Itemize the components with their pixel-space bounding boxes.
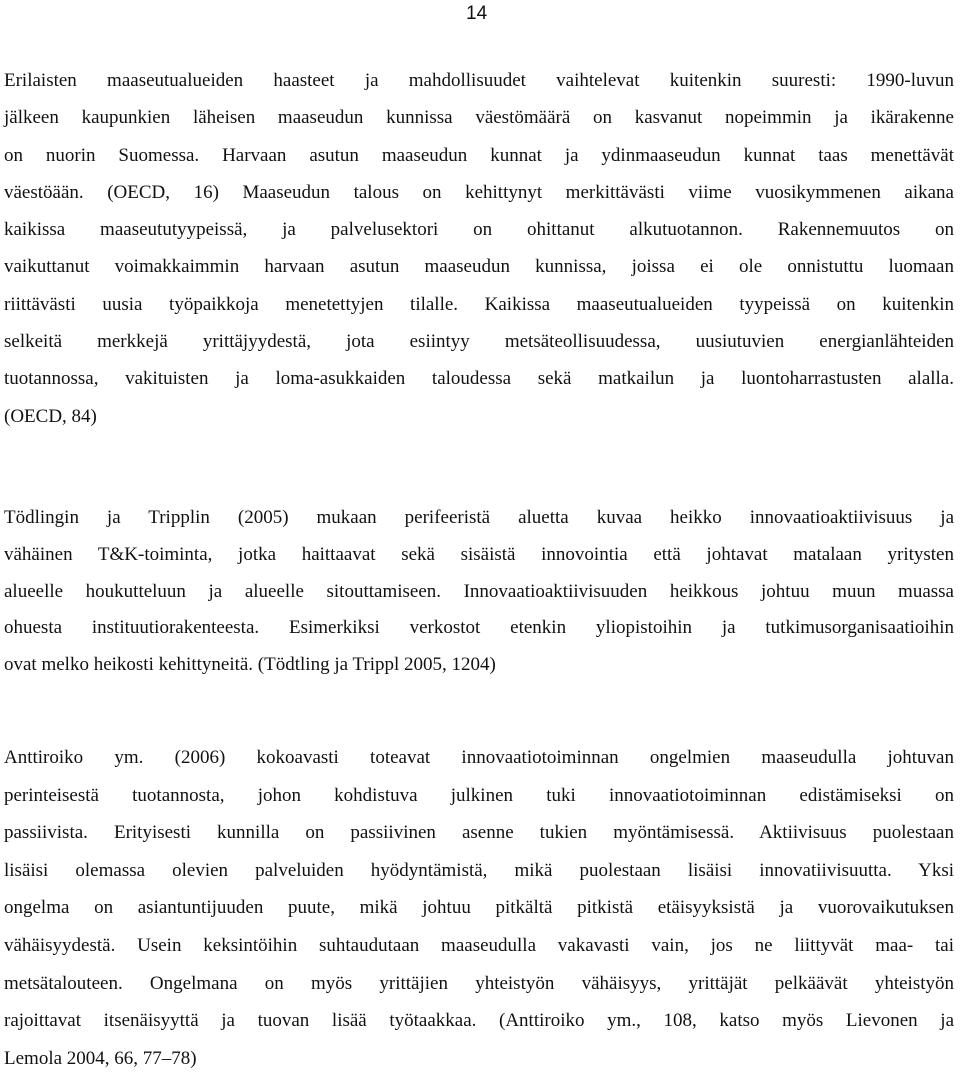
page-number: 14: [466, 3, 488, 24]
paragraph-line: ovat melko heikosti kehittyneitä. (Tödtling ja Trippl 2005, 1204): [4, 654, 496, 676]
paragraph-line: vähäisyydestä. Usein keksintöihin suhtaudutaan maaseudulla vakavasti vain, jos ne liittyvät maa- tai: [4, 934, 954, 956]
paragraph-line: ongelma on asiantuntijuuden puute, mikä johtuu pitkältä pitkistä etäisyyksistä ja vuorovaikutuksen: [4, 897, 954, 919]
paragraph-line: väestöään. (OECD, 16) Maaseudun talous on kehittynyt merkittävästi viime vuosikymmenen aikana: [4, 181, 954, 203]
paragraph-line: Tödlingin ja Tripplin (2005) mukaan perifeeristä aluetta kuvaa heikko innovaatioaktiivisuus ja: [4, 507, 954, 528]
paragraph-line: Lemola 2004, 66, 77–78): [4, 1047, 197, 1069]
paragraph-line: tuotannossa, vakituisten ja loma-asukkaiden taloudessa sekä matkailun ja luontoharrastusten alalla.: [4, 368, 954, 390]
paragraph-line: vähäinen T&K-toiminta, jotka haittaavat sekä sisäistä innovointia että johtavat matalaan yritysten: [4, 543, 954, 565]
paragraph-line: (OECD, 84): [4, 405, 97, 427]
paragraph-todtling-trippl: [4, 500, 954, 684]
paragraph-line: kaikissa maaseututyypeissä, ja palvelusektori on ohittanut alkutuotannon. Rakennemuutos on: [4, 219, 954, 241]
paragraph-line: Anttiroiko ym. (2006) kokoavasti toteavat innovaatiotoiminnan ongelmien maaseudulla johtuvan: [4, 747, 954, 768]
paragraph-line: vaikuttanut voimakkaimmin harvaan asutun maaseudun kunnissa, joissa ei ole onnistuttu luomaan: [4, 256, 954, 278]
paragraph-line: rajoittavat itsenäisyyttä ja tuovan lisää työtaakkaa. (Anttiroiko ym., 108, katso myös Lievonen ja: [4, 1010, 954, 1032]
paragraph-line: perinteisestä tuotannosta, johon kohdistuva julkinen tuki innovaatiotoiminnan edistämiseksi on: [4, 784, 954, 806]
paragraph-line: lisäisi olemassa olevien palveluiden hyödyntämistä, mikä puolestaan lisäisi innovatiivisuutta. Yksi: [4, 859, 954, 881]
paragraph-line: metsätalouteen. Ongelmana on myös yrittäjien yhteistyön vähäisyys, yrittäjät pelkäävät yhteistyön: [4, 972, 954, 994]
paragraph-oecd: [4, 62, 954, 435]
paragraph-line: ohuesta instituutiorakenteesta. Esimerkiksi verkostot etenkin yliopistoihin ja tutkimusorganisaatioihin: [4, 617, 954, 639]
paragraph-line: selkeitä merkkejä yrittäjyydestä, jota esiintyy metsäteollisuudessa, uusiutuvien energianlähteiden: [4, 331, 954, 353]
paragraph-line: passiivista. Erityisesti kunnilla on passiivinen asenne tukien myöntämisessä. Aktiivisuus puolestaan: [4, 822, 954, 844]
paragraph-line: Erilaisten maaseutualueiden haasteet ja mahdollisuudet vaihtelevat kuitenkin suuresti: 1990-luvun: [4, 70, 954, 91]
paragraph-line: riittävästi uusia työpaikkoja menetettyjen tilalle. Kaikissa maaseutualueiden tyypeissä on kuitenkin: [4, 293, 954, 315]
paragraph-line: on nuorin Suomessa. Harvaan asutun maaseudun kunnat ja ydinmaaseudun kunnat taas menettävät: [4, 144, 954, 166]
paragraph-line: jälkeen kaupunkien läheisen maaseudun kunnissa väestömäärä on kasvanut nopeimmin ja ikärakenne: [4, 107, 954, 129]
paragraph-anttiroiko: [4, 739, 954, 1077]
paragraph-line: alueelle houkutteluun ja alueelle sitouttamiseen. Innovaatioaktiivisuuden heikkous johtuu muun muassa: [4, 580, 954, 602]
